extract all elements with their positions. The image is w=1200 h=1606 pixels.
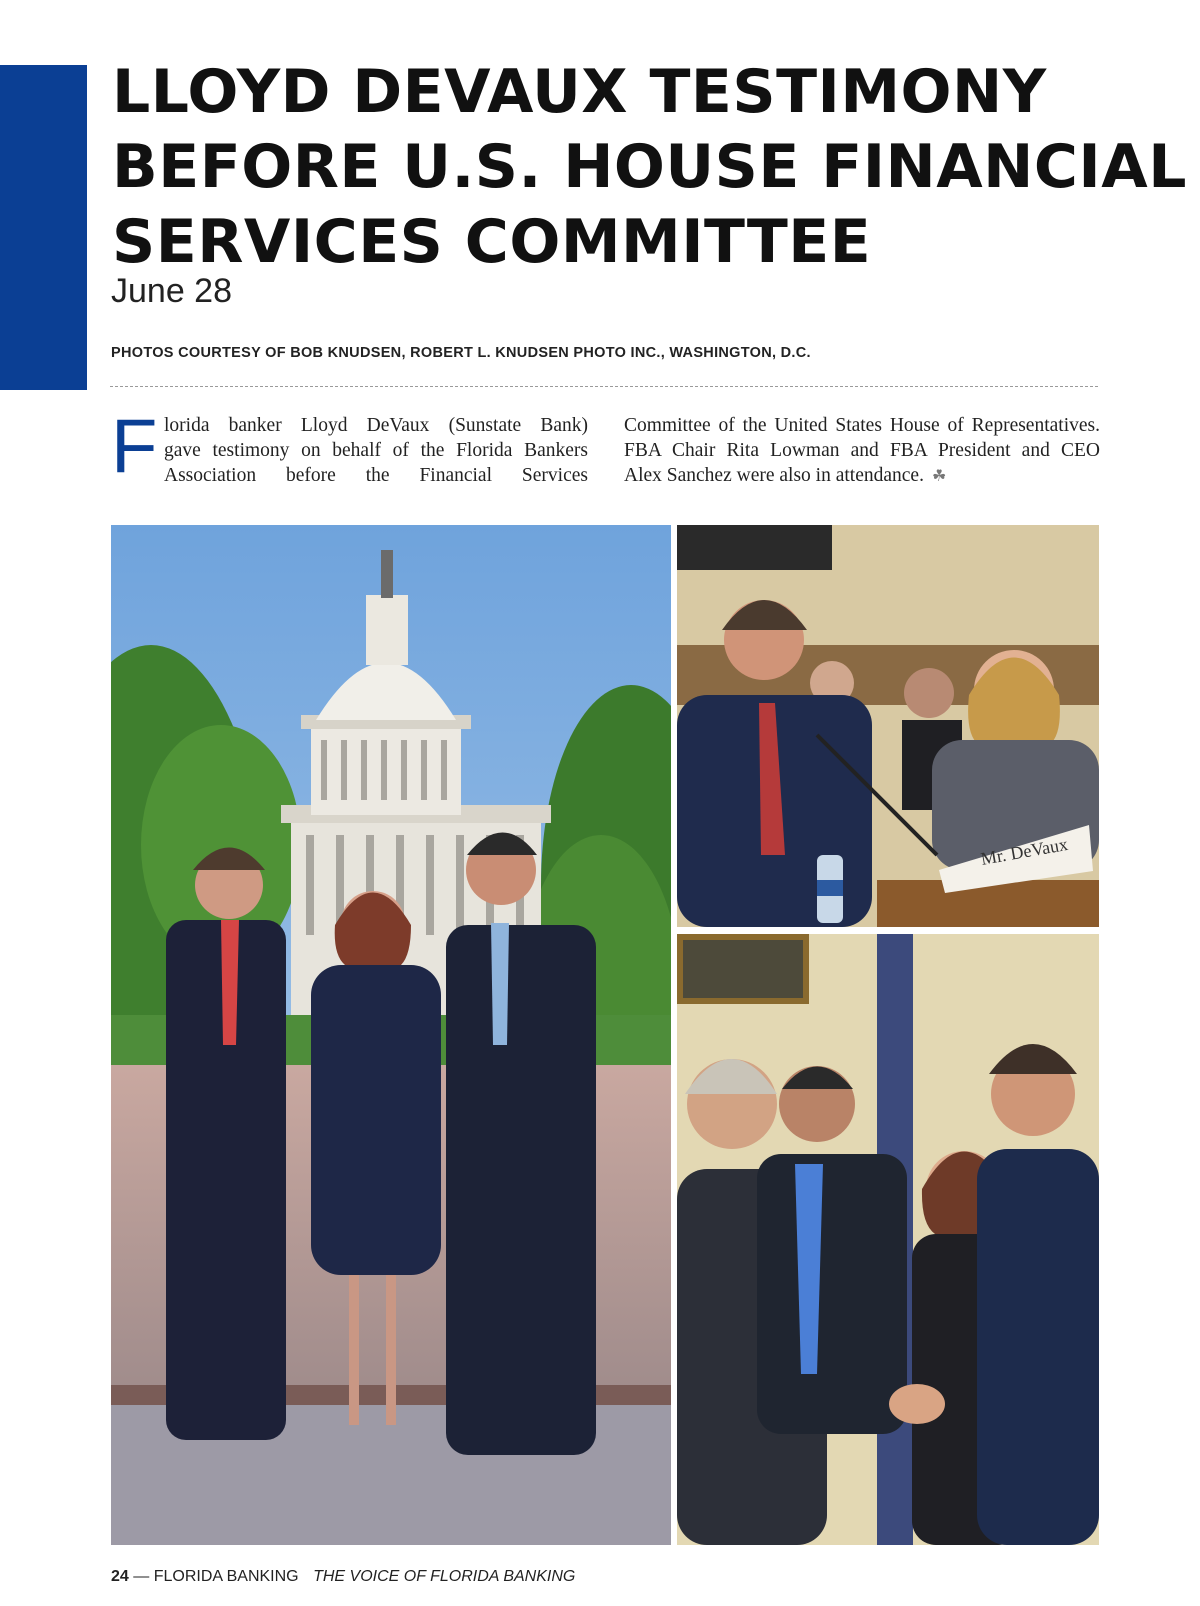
body-text-line: FBA Chair Rita Lowman and FBA President and CEO bbox=[624, 440, 1100, 461]
body-text-line: Committee of the United States House of Representatives. bbox=[624, 415, 1100, 436]
capitol-group-photo bbox=[111, 525, 671, 1545]
body-text-line: Association before the Financial Services bbox=[164, 465, 588, 486]
article-date: June 28 bbox=[111, 272, 232, 310]
footer-separator: — bbox=[133, 1568, 150, 1585]
handshake-photo bbox=[677, 934, 1099, 1545]
body-text-line: lorida banker Lloyd DeVaux (Sunstate Bank) bbox=[164, 415, 588, 436]
body-column-2 bbox=[624, 413, 1100, 489]
title-line: BEFORE U.S. HOUSE FINANCIAL bbox=[112, 132, 1187, 202]
title-line: SERVICES COMMITTEE bbox=[112, 207, 872, 277]
publication-tagline: THE VOICE OF FLORIDA BANKING bbox=[313, 1568, 576, 1585]
dashed-divider bbox=[110, 386, 1098, 387]
photo-credit: PHOTOS COURTESY OF BOB KNUDSEN, ROBERT L. KNUDSEN PHOTO INC., WASHINGTON, D.C. bbox=[111, 345, 811, 361]
body-text-end: Alex Sanchez were also in attendance. bbox=[624, 465, 924, 486]
title-line: LLOYD DEVAUX TESTIMONY bbox=[112, 57, 1047, 127]
page-footer bbox=[111, 1568, 575, 1586]
publication-name: FLORIDA BANKING bbox=[153, 1568, 299, 1585]
page-number: 24 bbox=[111, 1568, 129, 1585]
body-text-line: gave testimony on behalf of the Florida Bankers bbox=[164, 440, 588, 461]
article-title bbox=[112, 55, 1187, 280]
hearing-room-photo bbox=[677, 525, 1099, 927]
end-mark-icon: ☘ bbox=[931, 468, 947, 485]
nameplate-text: Mr. DeVaux bbox=[979, 833, 1070, 869]
body-text-line bbox=[624, 463, 1100, 489]
drop-cap: F bbox=[111, 404, 158, 489]
accent-bar bbox=[0, 65, 87, 390]
body-column-1 bbox=[111, 404, 588, 489]
